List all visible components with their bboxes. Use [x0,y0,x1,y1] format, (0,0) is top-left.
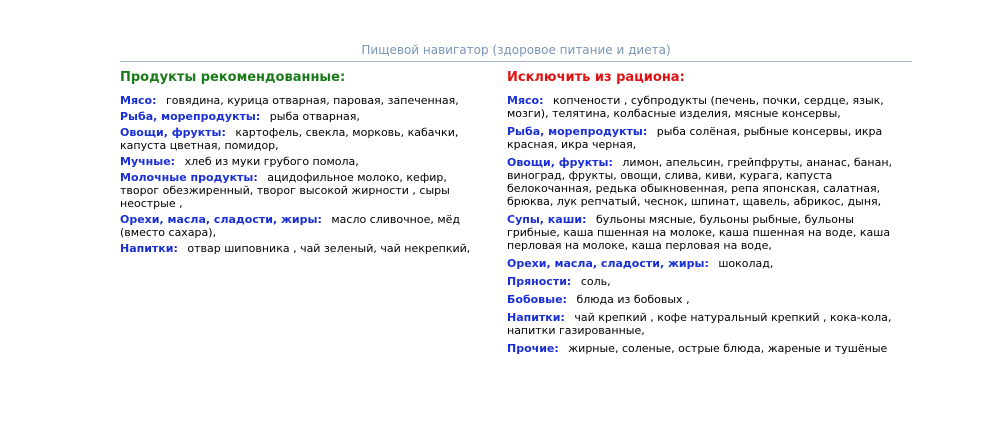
list-item [507,257,897,270]
category-foods: жирные, соленые, острые блюда, жареные и тушёные [568,342,888,355]
list-item [507,293,897,306]
category-label: Рыба, морепродукты: [120,110,261,123]
list-item [507,213,897,252]
category-label: Пряности: [507,275,572,288]
category-foods: шоколад, [718,257,774,270]
category-foods: хлеб из муки грубого помола, [184,155,359,168]
category-foods: лимон, апельсин, грейпфруты, ананас, банан, виноград, фрукты, овощи, слива, киви, курага, капуста белокочанная, редька обыкновенная, репа японская, салатная, брюква, лук репчатый, чеснок, шпинат, щавель, абрикос, дыня, [507,156,893,208]
list-item [507,156,897,208]
category-label: Мучные: [120,155,176,168]
category-foods: рыба солёная, рыбные консервы, икра красная, икра черная, [507,125,883,151]
list-item [507,311,897,337]
category-label: Молочные продукты: [120,171,258,184]
list-item [507,94,897,120]
category-label: Бобовые: [507,293,567,306]
category-foods: копчености , субпродукты (печень, почки, сердце, язык, мозги), телятина, колбасные изделия, мясные консервы, [507,94,884,120]
category-foods: масло сливочное, мёд (вместо сахара), [120,213,460,239]
title-divider [120,61,912,62]
excluded-list [507,94,897,355]
category-label: Орехи, масла, сладости, жиры: [120,213,322,226]
category-foods: картофель, свекла, морковь, кабачки, капуста цветная, помидор, [120,126,459,152]
category-foods: блюда из бобовых , [576,293,690,306]
recommended-list [120,94,480,255]
excluded-column [507,70,897,360]
category-foods: чай крепкий , кофе натуральный крепкий , кока-кола, напитки газированные, [507,311,892,337]
category-foods: соль, [580,275,611,288]
category-foods: рыба отварная, [269,110,360,123]
list-item [120,213,480,239]
list-item [507,125,897,151]
category-label: Напитки: [120,242,178,255]
category-foods: говядина, курица отварная, паровая, запеченная, [166,94,459,107]
list-item [507,275,897,288]
recommended-column [120,70,480,258]
category-label: Овощи, фрукты: [120,126,226,139]
list-item [120,155,480,168]
category-label: Мясо: [507,94,544,107]
category-label: Рыба, морепродукты: [507,125,648,138]
category-label: Напитки: [507,311,565,324]
page-title: Пищевой навигатор (здоровое питание и диета) [361,43,671,57]
list-item [120,126,480,152]
category-foods: ацидофильное молоко, кефир, творог обезжиренный, творог высокой жирности , сыры неострые , [120,171,450,210]
category-label: Мясо: [120,94,157,107]
list-item [120,110,480,123]
category-foods: отвар шиповника , чай зеленый, чай некрепкий, [187,242,471,255]
recommended-heading: Продукты рекомендованные: [120,70,346,85]
list-item [120,171,480,210]
category-label: Орехи, масла, сладости, жиры: [507,257,709,270]
list-item [120,242,480,255]
category-label: Овощи, фрукты: [507,156,613,169]
list-item [120,94,480,107]
excluded-heading: Исключить из рациона: [507,70,685,85]
category-label: Прочие: [507,342,559,355]
list-item [507,342,897,355]
category-label: Супы, каши: [507,213,587,226]
category-foods: бульоны мясные, бульоны рыбные, бульоны грибные, каша пшенная на молоке, каша пшенная на воде, каша перловая на молоке, каша перловая на воде, [507,213,891,252]
